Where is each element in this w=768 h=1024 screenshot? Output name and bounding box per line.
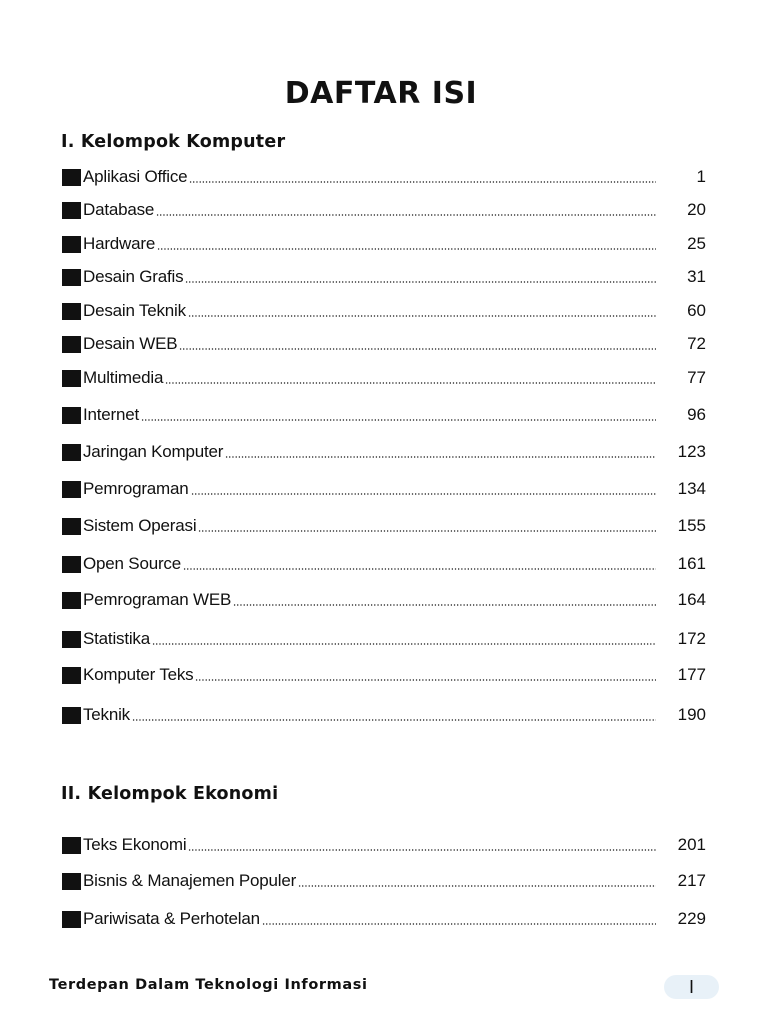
page-number: I bbox=[664, 975, 719, 999]
toc-entry bbox=[62, 233, 706, 255]
toc-entry bbox=[62, 367, 706, 389]
toc-entry bbox=[62, 333, 706, 355]
toc-entry bbox=[62, 266, 706, 288]
square-bullet-icon bbox=[62, 873, 81, 890]
square-bullet-icon bbox=[62, 707, 81, 724]
square-bullet-icon bbox=[62, 667, 81, 684]
toc-entry bbox=[62, 628, 706, 650]
toc-entry-page-number: 164 bbox=[677, 590, 706, 609]
toc-entry-label: Open Source bbox=[83, 554, 181, 573]
toc-entry-page-number: 25 bbox=[687, 234, 706, 253]
square-bullet-icon bbox=[62, 336, 81, 353]
dot-leader bbox=[198, 530, 656, 532]
square-bullet-icon bbox=[62, 631, 81, 648]
toc-entry-page-number: 217 bbox=[677, 871, 706, 890]
toc-entry-label: Desain WEB bbox=[83, 334, 178, 353]
toc-entry-label: Teks Ekonomi bbox=[83, 835, 187, 854]
toc-entry bbox=[62, 834, 706, 856]
toc-entry-page-number: 190 bbox=[677, 705, 706, 724]
dot-leader bbox=[233, 604, 656, 606]
toc-entry-label: Desain Grafis bbox=[83, 267, 184, 286]
toc-entry bbox=[62, 870, 706, 892]
dot-leader bbox=[132, 719, 656, 721]
toc-entry-label: Aplikasi Office bbox=[83, 167, 188, 186]
toc-entry-label: Desain Teknik bbox=[83, 301, 186, 320]
square-bullet-icon bbox=[62, 556, 81, 573]
toc-entry-page-number: 96 bbox=[687, 405, 706, 424]
square-bullet-icon bbox=[62, 444, 81, 461]
toc-entry bbox=[62, 704, 706, 726]
square-bullet-icon bbox=[62, 837, 81, 854]
toc-entry-page-number: 161 bbox=[677, 554, 706, 573]
square-bullet-icon bbox=[62, 592, 81, 609]
toc-entry bbox=[62, 515, 706, 537]
dot-leader bbox=[191, 493, 656, 495]
toc-entry bbox=[62, 589, 706, 611]
toc-entry-page-number: 155 bbox=[677, 516, 706, 535]
toc-entry bbox=[62, 199, 706, 221]
toc-entry-page-number: 77 bbox=[687, 368, 706, 387]
dot-leader bbox=[188, 315, 656, 317]
toc-entry bbox=[62, 478, 706, 500]
square-bullet-icon bbox=[62, 481, 81, 498]
toc-entry bbox=[62, 166, 706, 188]
square-bullet-icon bbox=[62, 202, 81, 219]
toc-entry-page-number: 229 bbox=[677, 909, 706, 928]
toc-entry bbox=[62, 300, 706, 322]
section-heading-ekonomi: II. Kelompok Ekonomi bbox=[61, 784, 279, 804]
square-bullet-icon bbox=[62, 303, 81, 320]
dot-leader bbox=[225, 456, 656, 458]
toc-entry-label: Sistem Operasi bbox=[83, 516, 197, 535]
toc-entry-label: Teknik bbox=[83, 705, 130, 724]
toc-entry-label: Hardware bbox=[83, 234, 156, 253]
square-bullet-icon bbox=[62, 518, 81, 535]
square-bullet-icon bbox=[62, 407, 81, 424]
toc-entry-page-number: 172 bbox=[677, 629, 706, 648]
toc-entry-label: Pemrograman WEB bbox=[83, 590, 232, 609]
toc-entry-page-number: 20 bbox=[687, 200, 706, 219]
toc-entry-page-number: 134 bbox=[677, 479, 706, 498]
toc-entry-page-number: 123 bbox=[677, 442, 706, 461]
dot-leader bbox=[185, 281, 656, 283]
toc-entry-page-number: 201 bbox=[677, 835, 706, 854]
dot-leader bbox=[262, 923, 656, 925]
toc-entry-label: Jaringan Komputer bbox=[83, 442, 224, 461]
dot-leader bbox=[188, 849, 656, 851]
toc-entry-page-number: 31 bbox=[687, 267, 706, 286]
toc-entry bbox=[62, 404, 706, 426]
toc-entry bbox=[62, 553, 706, 575]
toc-entry-page-number: 1 bbox=[696, 167, 706, 186]
dot-leader bbox=[189, 181, 656, 183]
square-bullet-icon bbox=[62, 236, 81, 253]
dot-leader bbox=[195, 679, 656, 681]
footer-tagline: Terdepan Dalam Teknologi Informasi bbox=[49, 977, 368, 993]
toc-entry-label: Database bbox=[83, 200, 155, 219]
toc-entry-label: Pemrograman bbox=[83, 479, 189, 498]
section-heading-komputer: I. Kelompok Komputer bbox=[61, 132, 286, 152]
dot-leader bbox=[179, 348, 656, 350]
toc-entry-label: Multimedia bbox=[83, 368, 164, 387]
dot-leader bbox=[141, 419, 656, 421]
square-bullet-icon bbox=[62, 269, 81, 286]
square-bullet-icon bbox=[62, 911, 81, 928]
dot-leader bbox=[183, 568, 656, 570]
toc-entry bbox=[62, 441, 706, 463]
page-title: DAFTAR ISI bbox=[284, 76, 478, 111]
dot-leader bbox=[156, 214, 656, 216]
square-bullet-icon bbox=[62, 169, 81, 186]
toc-entry bbox=[62, 664, 706, 686]
square-bullet-icon bbox=[62, 370, 81, 387]
toc-entry-label: Statistika bbox=[83, 629, 150, 648]
toc-entry-page-number: 60 bbox=[687, 301, 706, 320]
toc-entry-label: Internet bbox=[83, 405, 140, 424]
toc-entry-page-number: 72 bbox=[687, 334, 706, 353]
toc-entry-label: Komputer Teks bbox=[83, 665, 194, 684]
toc-entry bbox=[62, 908, 706, 930]
toc-entry-label: Pariwisata & Perhotelan bbox=[83, 909, 260, 928]
toc-entry-page-number: 177 bbox=[677, 665, 706, 684]
dot-leader bbox=[152, 643, 656, 645]
toc-entry-label: Bisnis & Manajemen Populer bbox=[83, 871, 297, 890]
dot-leader bbox=[157, 248, 656, 250]
dot-leader bbox=[165, 382, 656, 384]
dot-leader bbox=[298, 885, 656, 887]
